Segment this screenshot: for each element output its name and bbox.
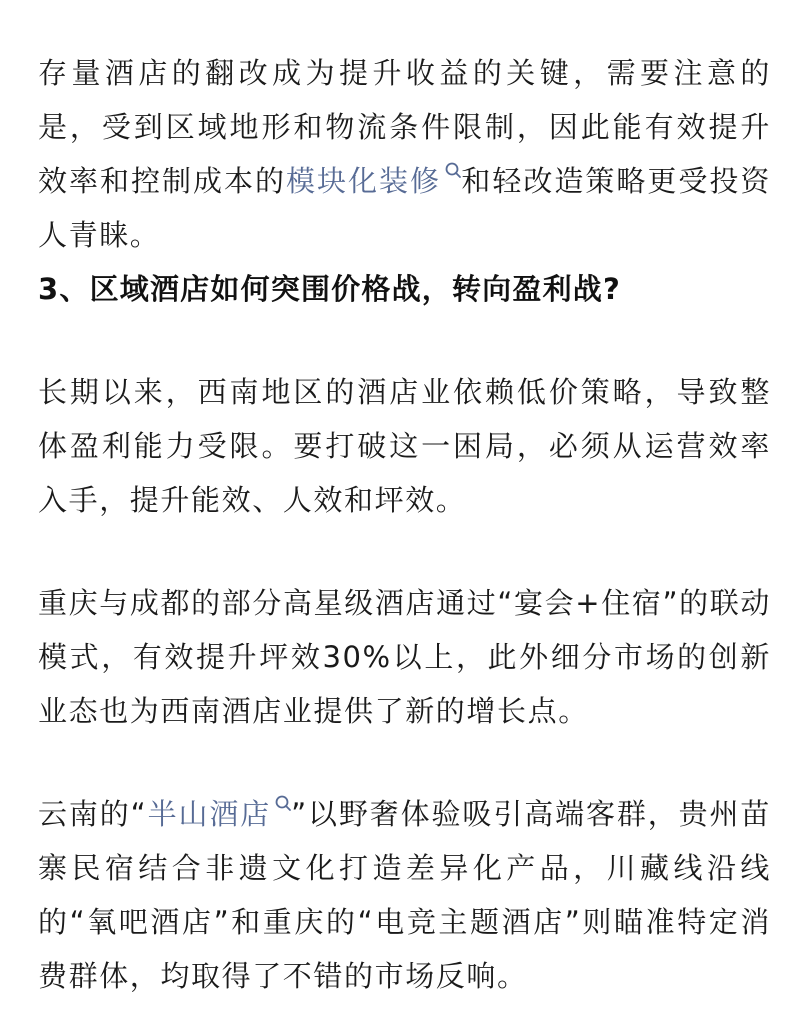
search-link-modular-decoration[interactable] [286, 164, 461, 198]
paragraph-text: 云南的“ [38, 797, 148, 831]
paragraph-niche-hotels [38, 787, 771, 1003]
paragraph-text: 存量酒店的翻改成为提升收益的关键，需要注意的是，受到区域地形和物流条件限制，因此能有效提升效率和控制成本的 [38, 56, 771, 198]
section-heading: 3、区域酒店如何突围价格战，转向盈利战? [38, 272, 622, 306]
paragraph-renovation [38, 46, 771, 262]
search-link-label[interactable]: 半山酒店 [147, 797, 272, 831]
search-link-banshan-hotel[interactable] [147, 797, 291, 831]
paragraph-text: 和轻改造策略更受投资人青睐。 [38, 164, 771, 252]
paragraph-text: ”以野奢体验吸引高端客群，贵州苗寨民宿结合非遗文化打造差异化产品，川藏线沿线的“氧吧酒店”和重庆的“电竞主题酒店”则瞄准特定消费群体，均取得了不错的市场反响。 [38, 797, 771, 993]
paragraph-low-price: 长期以来，西南地区的酒店业依赖低价策略，导致整体盈利能力受限。要打破这一困局，必须从运营效率入手，提升能效、人效和坪效。 [38, 375, 771, 517]
search-link-label[interactable]: 模块化装修 [286, 164, 441, 198]
paragraph-banquet-model: 重庆与成都的部分高星级酒店通过“宴会+住宿”的联动模式，有效提升坪效30%以上，此外细分市场的创新业态也为西南酒店业提供了新的增长点。 [38, 586, 771, 728]
